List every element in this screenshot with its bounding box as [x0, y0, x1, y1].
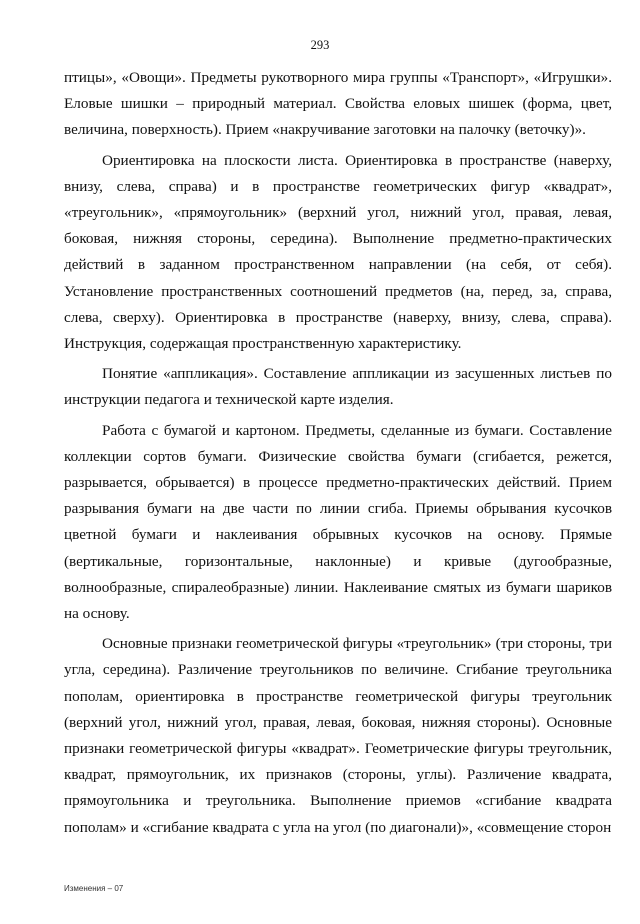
- page-number: 293: [310, 38, 330, 52]
- paragraph-continuation: птицы», «Овощи». Предметы рукотворного мира группы «Транспорт», «Игрушки». Еловые шишки – природный материал. Свойства еловых шишек (форма, цвет, величина, поверхность). Прием «накручивание заготовки на палочку (веточку)».: [64, 69, 612, 139]
- paragraph-applique: Понятие «аппликация». Составление аппликации из засушенных листьев по инструкции педагога и технической карте изделия.: [64, 365, 612, 409]
- footer-revision: Изменения – 07: [64, 884, 124, 893]
- page-body: [64, 65, 612, 845]
- paragraph-orientation: Ориентировка на плоскости листа. Ориентировка в пространстве (наверху, внизу, слева, справа) и в пространстве геометрических фигур «квадрат», «треугольник», «прямоугольник» (верхний угол, нижний угол, правая, левая, боковая, нижняя стороны, середина). Выполнение предметно-практических действий в заданном пространственном направлении (на себя, от себя). Установление пространственных соотношений предметов (на, перед, за, справа, слева, сверху). Ориентировка в пространстве (наверху, внизу, слева, справа). Инструкция, содержащая пространственную характеристику.: [64, 151, 612, 353]
- paragraph-paper-work: Работа с бумагой и картоном. Предметы, сделанные из бумаги. Составление коллекции сортов бумаги. Физические свойства бумаги (сгибается, режется, разрывается, обрывается) в процессе предметно-практических действий. Прием разрывания бумаги на две части по линии сгиба. Приемы обрывания кусочков цветной бумаги и наклеивания обрывных кусочков на основу. Прямые (вертикальные, горизонтальные, наклонные) и кривые (дугообразные, волнообразные, спиралеобразные) линии. Наклеивание смятых из бумаги шариков на основу.: [64, 421, 612, 623]
- paragraph-geometric-shapes: Основные признаки геометрической фигуры «треугольник» (три стороны, три угла, середина). Различение треугольников по величине. Сгибание треугольника пополам, ориентировка в пространстве геометрической фигуры треугольник (верхний угол, нижний угол, правая, левая, боковая, нижняя стороны). Основные признаки геометрической фигуры «квадрат». Геометрические фигуры треугольник, квадрат, прямоугольник, их признаков (стороны, углы). Различение квадрата, прямоугольника и треугольника. Выполнение приемов «сгибание квадрата пополам» и «сгибание квадрата с угла на угол (по диагонали)», «совмещение сторон: [64, 635, 612, 836]
